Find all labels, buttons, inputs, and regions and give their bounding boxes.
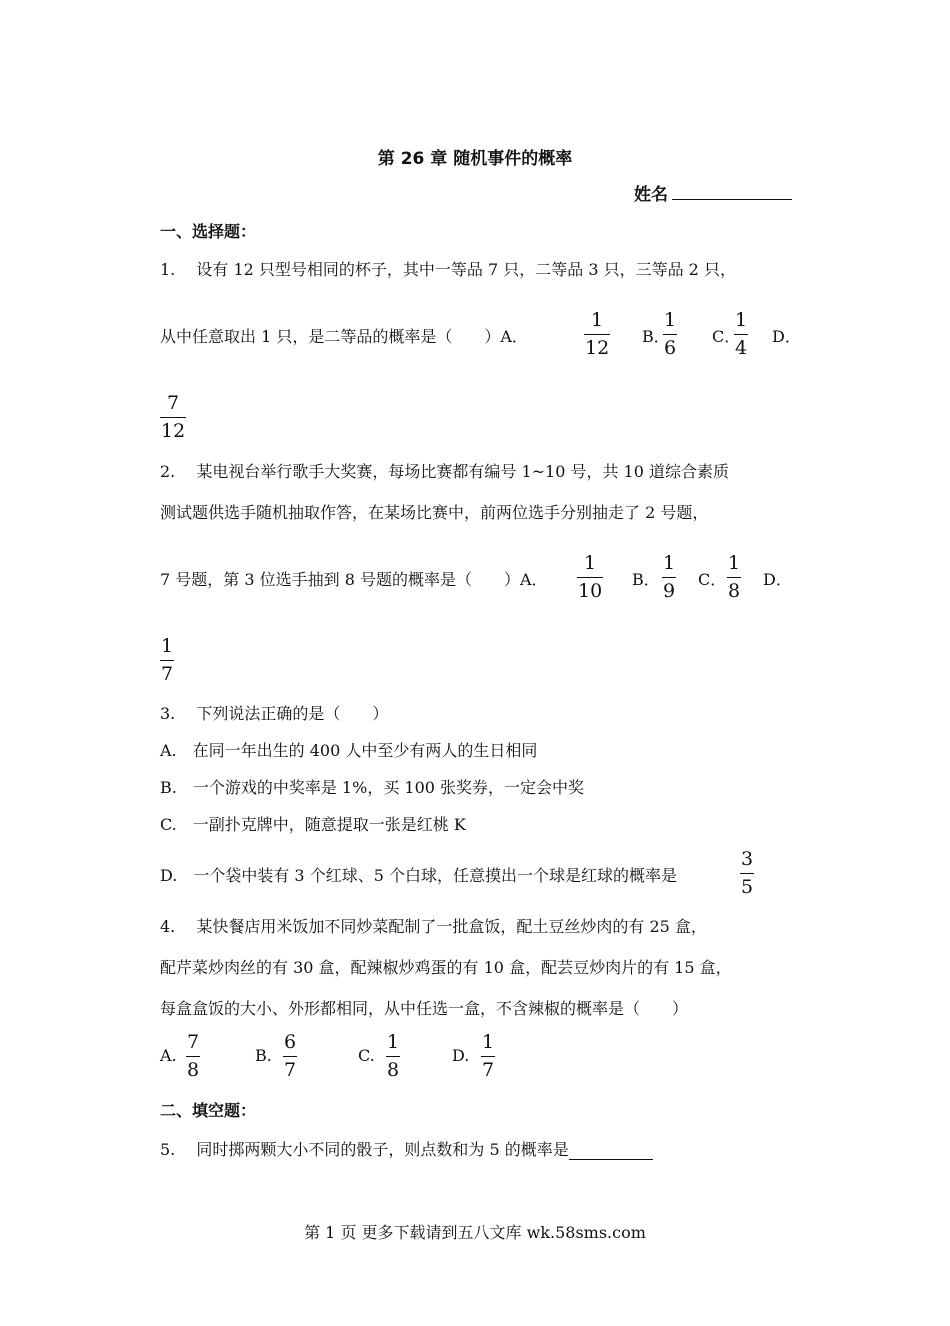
- q4-option-b-label: B.: [255, 1046, 272, 1065]
- fraction-bar: [577, 577, 603, 578]
- q2-option-a-fraction: [577, 552, 603, 603]
- q1-option-d-fraction: [160, 392, 186, 443]
- denominator: 12: [585, 337, 610, 359]
- page-title: 第 26 章 随机事件的概率: [377, 149, 573, 169]
- q5-text: 5. 同时掷两颗大小不同的骰子，则点数和为 5 的概率是: [160, 1140, 569, 1159]
- numerator: 1: [387, 1031, 400, 1053]
- q2-option-d-label: D．: [763, 570, 792, 589]
- numerator: 1: [584, 552, 597, 574]
- denominator: 9: [663, 580, 676, 602]
- numerator: 1: [161, 635, 174, 657]
- fraction-bar: [662, 577, 676, 578]
- denominator: 10: [578, 580, 603, 602]
- q1-option-b-label: B．: [642, 327, 670, 346]
- denominator: 12: [161, 420, 186, 442]
- q5-line: [160, 1137, 653, 1160]
- denominator: 5: [741, 876, 754, 898]
- q3-option-a: A. 在同一年出生的 400 人中至少有两人的生日相同: [160, 741, 538, 760]
- fraction-bar: [734, 334, 748, 335]
- q2-option-d-fraction: [160, 635, 174, 686]
- fraction-bar: [584, 334, 610, 335]
- q1-option-d-label: D．: [772, 327, 801, 346]
- page-footer: 第 1 页 更多下载请到五八文库 wk.58sms.com: [304, 1223, 646, 1242]
- section-fill-heading: 二、填空题：: [160, 1101, 257, 1120]
- denominator: 8: [728, 580, 741, 602]
- q2-line1: 2. 某电视台举行歌手大奖赛，每场比赛都有编号 1~10 号，共 10 道综合素质: [160, 462, 730, 481]
- q4-option-a-label: A.: [160, 1046, 177, 1065]
- numerator: 1: [482, 1031, 495, 1053]
- denominator: 8: [387, 1059, 400, 1081]
- numerator: 3: [741, 848, 754, 870]
- numerator: 1: [664, 309, 677, 331]
- denominator: 7: [482, 1059, 495, 1081]
- fraction-bar: [740, 873, 754, 874]
- q1-option-c-fraction: [734, 309, 748, 360]
- q4-option-b-fraction: [283, 1031, 297, 1082]
- q3-option-d: D. 一个袋中装有 3 个红球、5 个白球，任意摸出一个球是红球的概率是: [160, 866, 677, 885]
- q1-option-b-fraction: [663, 309, 677, 360]
- fraction-bar: [663, 334, 677, 335]
- denominator: 8: [187, 1059, 200, 1081]
- q2-option-c-label: C．: [698, 570, 727, 589]
- fraction-bar: [160, 660, 174, 661]
- numerator: 1: [591, 309, 604, 331]
- q2-line2: 测试题供选手随机抽取作答，在某场比赛中，前两位选手分别抽走了 2 号题，: [160, 503, 709, 522]
- numerator: 1: [735, 309, 748, 331]
- denominator: 6: [664, 337, 677, 359]
- numerator: 6: [284, 1031, 297, 1053]
- q4-line2: 配芹菜炒肉丝的有 30 盒，配辣椒炒鸡蛋的有 10 盒，配芸豆炒肉片的有 15 盒，: [160, 958, 732, 977]
- q4-option-d-label: D.: [452, 1046, 470, 1065]
- fraction-bar: [186, 1056, 200, 1057]
- q3-option-c: C. 一副扑克牌中，随意提取一张是红桃 K: [160, 815, 466, 834]
- q3-option-b: B. 一个游戏的中奖率是 1%，买 100 张奖券，一定会中奖: [160, 778, 585, 797]
- section-choice-heading: 一、选择题：: [160, 222, 257, 241]
- q1-line2: 从中任意取出 1 只，是二等品的概率是（ ）A．: [160, 327, 528, 346]
- q1-line1: 1. 设有 12 只型号相同的杯子，其中一等品 7 只，二等品 3 只，三等品 2 只，: [160, 260, 736, 279]
- q5-answer-blank[interactable]: [569, 1143, 653, 1160]
- q4-option-d-fraction: [481, 1031, 495, 1082]
- fraction-bar: [386, 1056, 400, 1057]
- q4-line1: 4. 某快餐店用米饭加不同炒菜配制了一批盒饭，配土豆丝炒肉的有 25 盒，: [160, 917, 707, 936]
- denominator: 7: [161, 663, 174, 685]
- q4-option-c-fraction: [386, 1031, 400, 1082]
- q4-option-a-fraction: [186, 1031, 200, 1082]
- fraction-bar: [727, 577, 741, 578]
- name-label: 姓名: [634, 185, 668, 205]
- q3-option-d-fraction: [740, 848, 754, 899]
- q2-option-c-fraction: [727, 552, 741, 603]
- q4-line3: 每盒盒饭的大小、外形都相同，从中任选一盒，不含辣椒的概率是（ ）: [160, 999, 689, 1018]
- numerator: 7: [167, 392, 180, 414]
- denominator: 4: [735, 337, 748, 359]
- numerator: 7: [187, 1031, 200, 1053]
- fraction-bar: [481, 1056, 495, 1057]
- q2-option-b-fraction: [662, 552, 676, 603]
- denominator: 7: [284, 1059, 297, 1081]
- fraction-bar: [160, 417, 186, 418]
- numerator: 1: [663, 552, 676, 574]
- q1-option-c-label: C．: [712, 327, 741, 346]
- q2-option-b-label: B．: [632, 570, 660, 589]
- q4-option-c-label: C.: [358, 1046, 375, 1065]
- numerator: 1: [728, 552, 741, 574]
- fraction-bar: [283, 1056, 297, 1057]
- name-blank-line: [672, 199, 792, 200]
- q2-line3: 7 号题，第 3 位选手抽到 8 号题的概率是（ ）A．: [160, 570, 548, 589]
- q1-option-a-fraction: [584, 309, 610, 360]
- q3-stem: 3. 下列说法正确的是（ ）: [160, 704, 389, 723]
